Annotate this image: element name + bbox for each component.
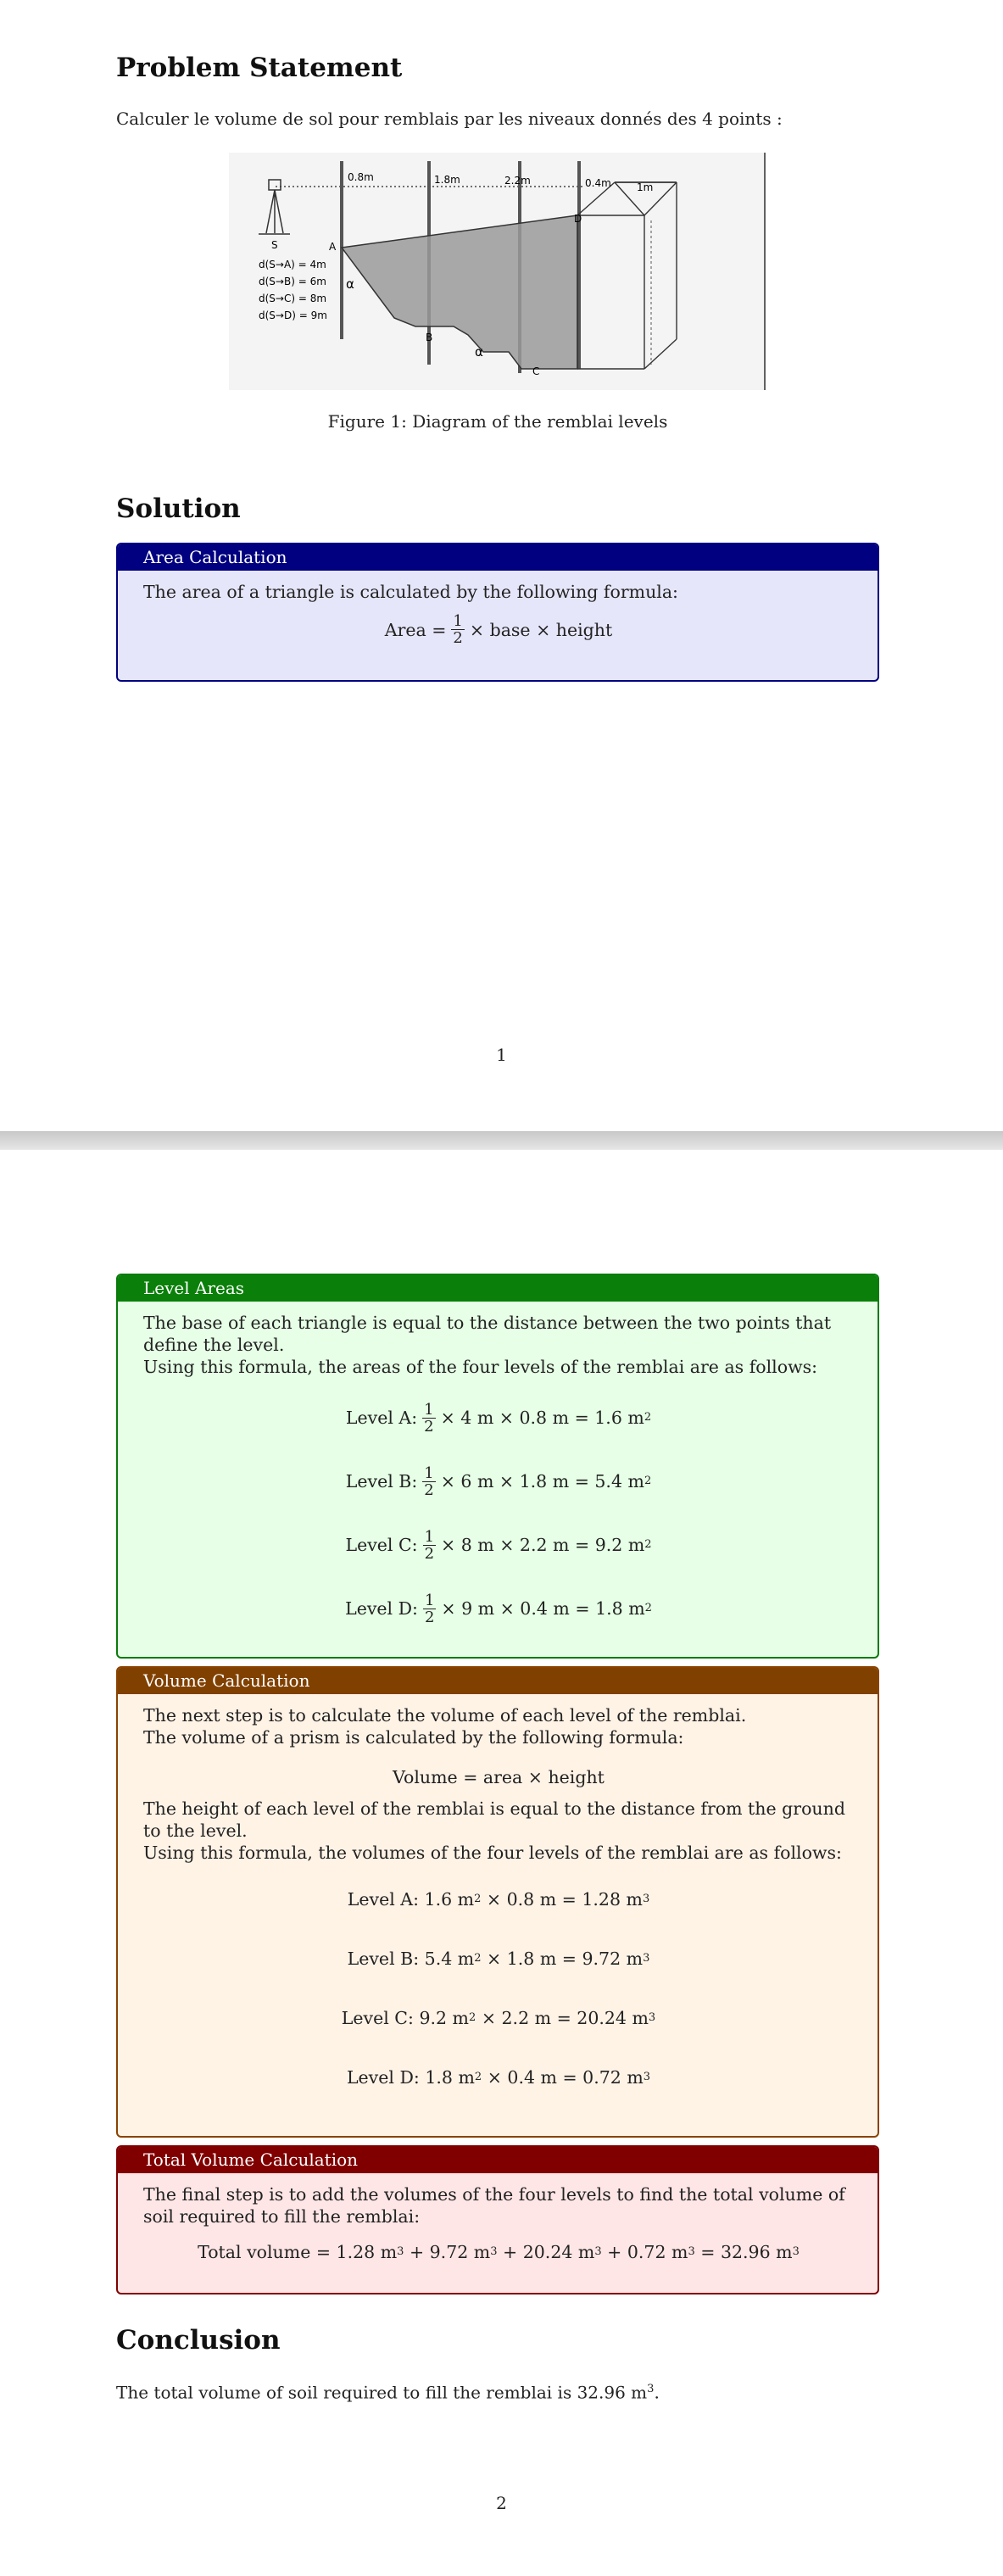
label-1m: 1m	[637, 181, 654, 193]
page-number-2: 2	[496, 2493, 507, 2513]
level-c-volume: Level C: 9.2 m 2 × 2.2 m = 20.24 m 3	[341, 2008, 656, 2028]
total-volume-formula: Total volume = 1.28 m 3 + 9.72 m 3 + 20.24 m 3 + 0.72 m 3 = 32.96 m 3	[198, 2242, 800, 2262]
distance-s-c: d(S→C) = 8m	[259, 293, 327, 304]
total-volume-text: The final step is to add the volumes of the four levels to find the total volume of soil required to fill the remblai:	[143, 2184, 845, 2227]
distance-s-b: d(S→B) = 6m	[259, 276, 326, 287]
level-a-area: Level A: $\frac{1}{2}$ × 4 m × 0.8 m = 1.6 m 2	[345, 1400, 652, 1436]
area-calculation-text: The area of a triangle is calculated by the following formula:	[143, 582, 678, 602]
figure-caption: Figure 1: Diagram of the remblai levels	[327, 411, 668, 432]
alpha-2: α	[475, 344, 483, 360]
label-0-4m: 0.4m	[585, 177, 611, 189]
total-volume-box	[116, 2145, 879, 2294]
volume-calculation-box	[116, 1666, 879, 2138]
conclusion-text: The total volume of soil required to fill the remblai is 32.96 $m^3$.	[116, 2382, 660, 2403]
point-b: B	[426, 332, 433, 343]
area-formula	[143, 613, 854, 646]
label-2-2m: 2.2m	[504, 175, 531, 187]
total-volume-title: Total Volume Calculation	[118, 2147, 878, 2173]
volume-text-3: The height of each level of the remblai is equal to the distance from the ground to the level.	[143, 1798, 845, 1841]
area-calculation-title: Area Calculation	[118, 544, 878, 571]
label-1-8m: 1.8m	[434, 174, 460, 186]
area-frac-den: 2	[453, 629, 463, 647]
area-formula-lhs: Area =	[384, 619, 447, 640]
distance-s-a: d(S→A) = 4m	[259, 259, 326, 270]
point-a: A	[329, 241, 337, 253]
level-areas-text-1: The base of each triangle is equal to the distance between the two points that define the level.	[143, 1313, 832, 1355]
area-formula-rhs: × base × height	[469, 619, 613, 640]
volume-calculation-title: Volume Calculation	[118, 1668, 878, 1694]
page-2	[0, 1150, 1003, 2576]
volume-text-1: The next step is to calculate the volume of each level of the remblai.	[143, 1705, 747, 1726]
problem-statement-text: Calculer le volume de sol pour remblais par les niveaux donnés des 4 points :	[116, 109, 783, 129]
level-areas-title: Level Areas	[118, 1275, 878, 1302]
point-c: C	[532, 365, 540, 377]
distance-s-d: d(S→D) = 9m	[259, 309, 327, 321]
volume-text-2: The volume of a prism is calculated by the following formula:	[143, 1727, 684, 1748]
point-s: S	[271, 239, 278, 251]
area-calculation-box	[116, 543, 879, 682]
conclusion-heading: Conclusion	[116, 2325, 281, 2356]
page-number-1: 1	[496, 1045, 507, 1065]
level-areas-text-2: Using this formula, the areas of the four levels of the remblai are as follows:	[143, 1357, 818, 1377]
volume-text-4: Using this formula, the volumes of the four levels of the remblai are as follows:	[143, 1843, 842, 1863]
label-0-8m: 0.8m	[348, 171, 374, 183]
level-areas-box	[116, 1274, 879, 1659]
area-frac-num: 1	[453, 612, 463, 630]
level-d-volume: Level D: 1.8 m 2 × 0.4 m = 0.72 m 3	[346, 2067, 651, 2088]
remblai-diagram	[229, 153, 772, 390]
page-separator	[0, 1131, 1003, 1150]
level-a-volume: Level A: 1.6 m 2 × 0.8 m = 1.28 m 3	[347, 1889, 650, 1910]
level-b-area: Level B: $\frac{1}{2}$ × 6 m × 1.8 m = 5.4 m 2	[345, 1464, 652, 1499]
point-d: D	[574, 213, 582, 225]
level-d-area: Level D: $\frac{1}{2}$ × 9 m × 0.4 m = 1.8 m 2	[345, 1591, 652, 1626]
problem-statement-heading: Problem Statement	[116, 53, 403, 83]
page-1	[0, 0, 1003, 1131]
level-b-volume: Level B: 5.4 m 2 × 1.8 m = 9.72 m 3	[347, 1949, 650, 1969]
volume-formula: Volume = area × height	[393, 1767, 605, 1787]
alpha-1: α	[346, 276, 354, 292]
solution-heading: Solution	[116, 493, 241, 524]
level-c-area: Level C: $\frac{1}{2}$ × 8 m × 2.2 m = 9.2 m 2	[345, 1527, 652, 1563]
